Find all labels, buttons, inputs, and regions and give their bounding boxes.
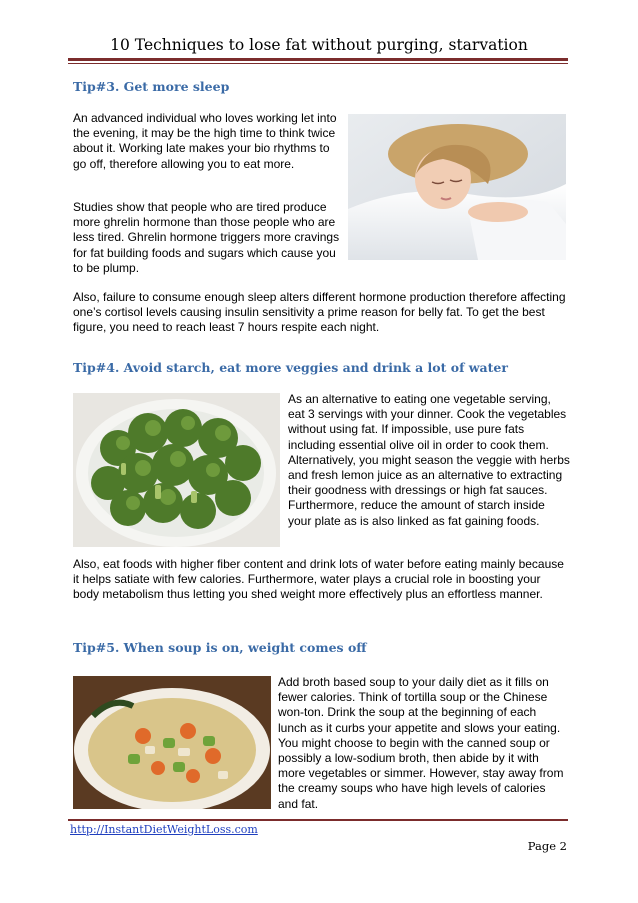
tip4-paragraph-2: Also, eat foods with higher fiber content and drink lots of water before eating mainly because it helps satiate with few calories. Furthermore, water plays a crucial role in boosting your body metabolism thus letting you shed weight more effectively plus an effortless manner. [73,557,564,602]
page-header-title: 10 Techniques to lose fat without purging, starvation [110,36,528,54]
footer-rule [68,819,568,821]
tip3-paragraph-3: Also, failure to consume enough sleep alters different hormone production therefore affecting one’s cortisol levels causing insulin sensitivity a prime reason for belly fat. To get the best figure, you need to reach least 7 hours respite each night. [73,290,566,335]
page-number: Page 2 [527,839,567,853]
header-rule [68,58,568,61]
tip4-heading: Tip#4. Avoid starch, eat more veggies and drink a lot of water [73,360,508,375]
tip3-paragraph-1: An advanced individual who loves working let into the evening, it may be the high time to think twice about it. Working late makes your bio rhythms to go off, therefore allowing you to eat more. [73,111,337,171]
tip4-paragraph-1: As an alternative to eating one vegetable serving, eat 3 servings with your dinner. Cook the vegetables without using fat. If impossible, use pure fats including essential olive oil in order to cook them. Alternatively, you might season the veggie with herbs and fresh lemon juice as an alternative to extracting their goodness with dressings or high fat sauces. Furthermore, reduce the amount of starch inside your plate as is also linked as fat gaining foods. [288,392,570,528]
broccoli-bowl-photo [73,393,280,547]
tip3-paragraph-2: Studies show that people who are tired produce more ghrelin hormone than those people who are less tired. Ghrelin hormone triggers more cravings for fat building foods and sugars which cause you to be plump. [73,200,340,275]
header-rule-thin [68,63,568,64]
tip5-heading: Tip#5. When soup is on, weight comes off [73,640,367,655]
tip3-heading: Tip#3. Get more sleep [73,79,230,94]
sleeping-woman-photo [348,114,566,260]
footer-website-link[interactable]: http://InstantDietWeightLoss.com [70,823,258,836]
tip5-paragraph-1: Add broth based soup to your daily diet as it fills on fewer calories. Think of tortilla soup or the Chinese won-ton. Drink the soup at the beginning of each lunch as it curbs your appetite and slows your eating. You might choose to begin with the canned soup or possibly a low-sodium broth, then abide by it with more vegetables or simmer. However, stay away from the creamy soups who have high levels of calories and fat. [278,675,564,811]
vegetable-soup-photo [73,676,271,809]
